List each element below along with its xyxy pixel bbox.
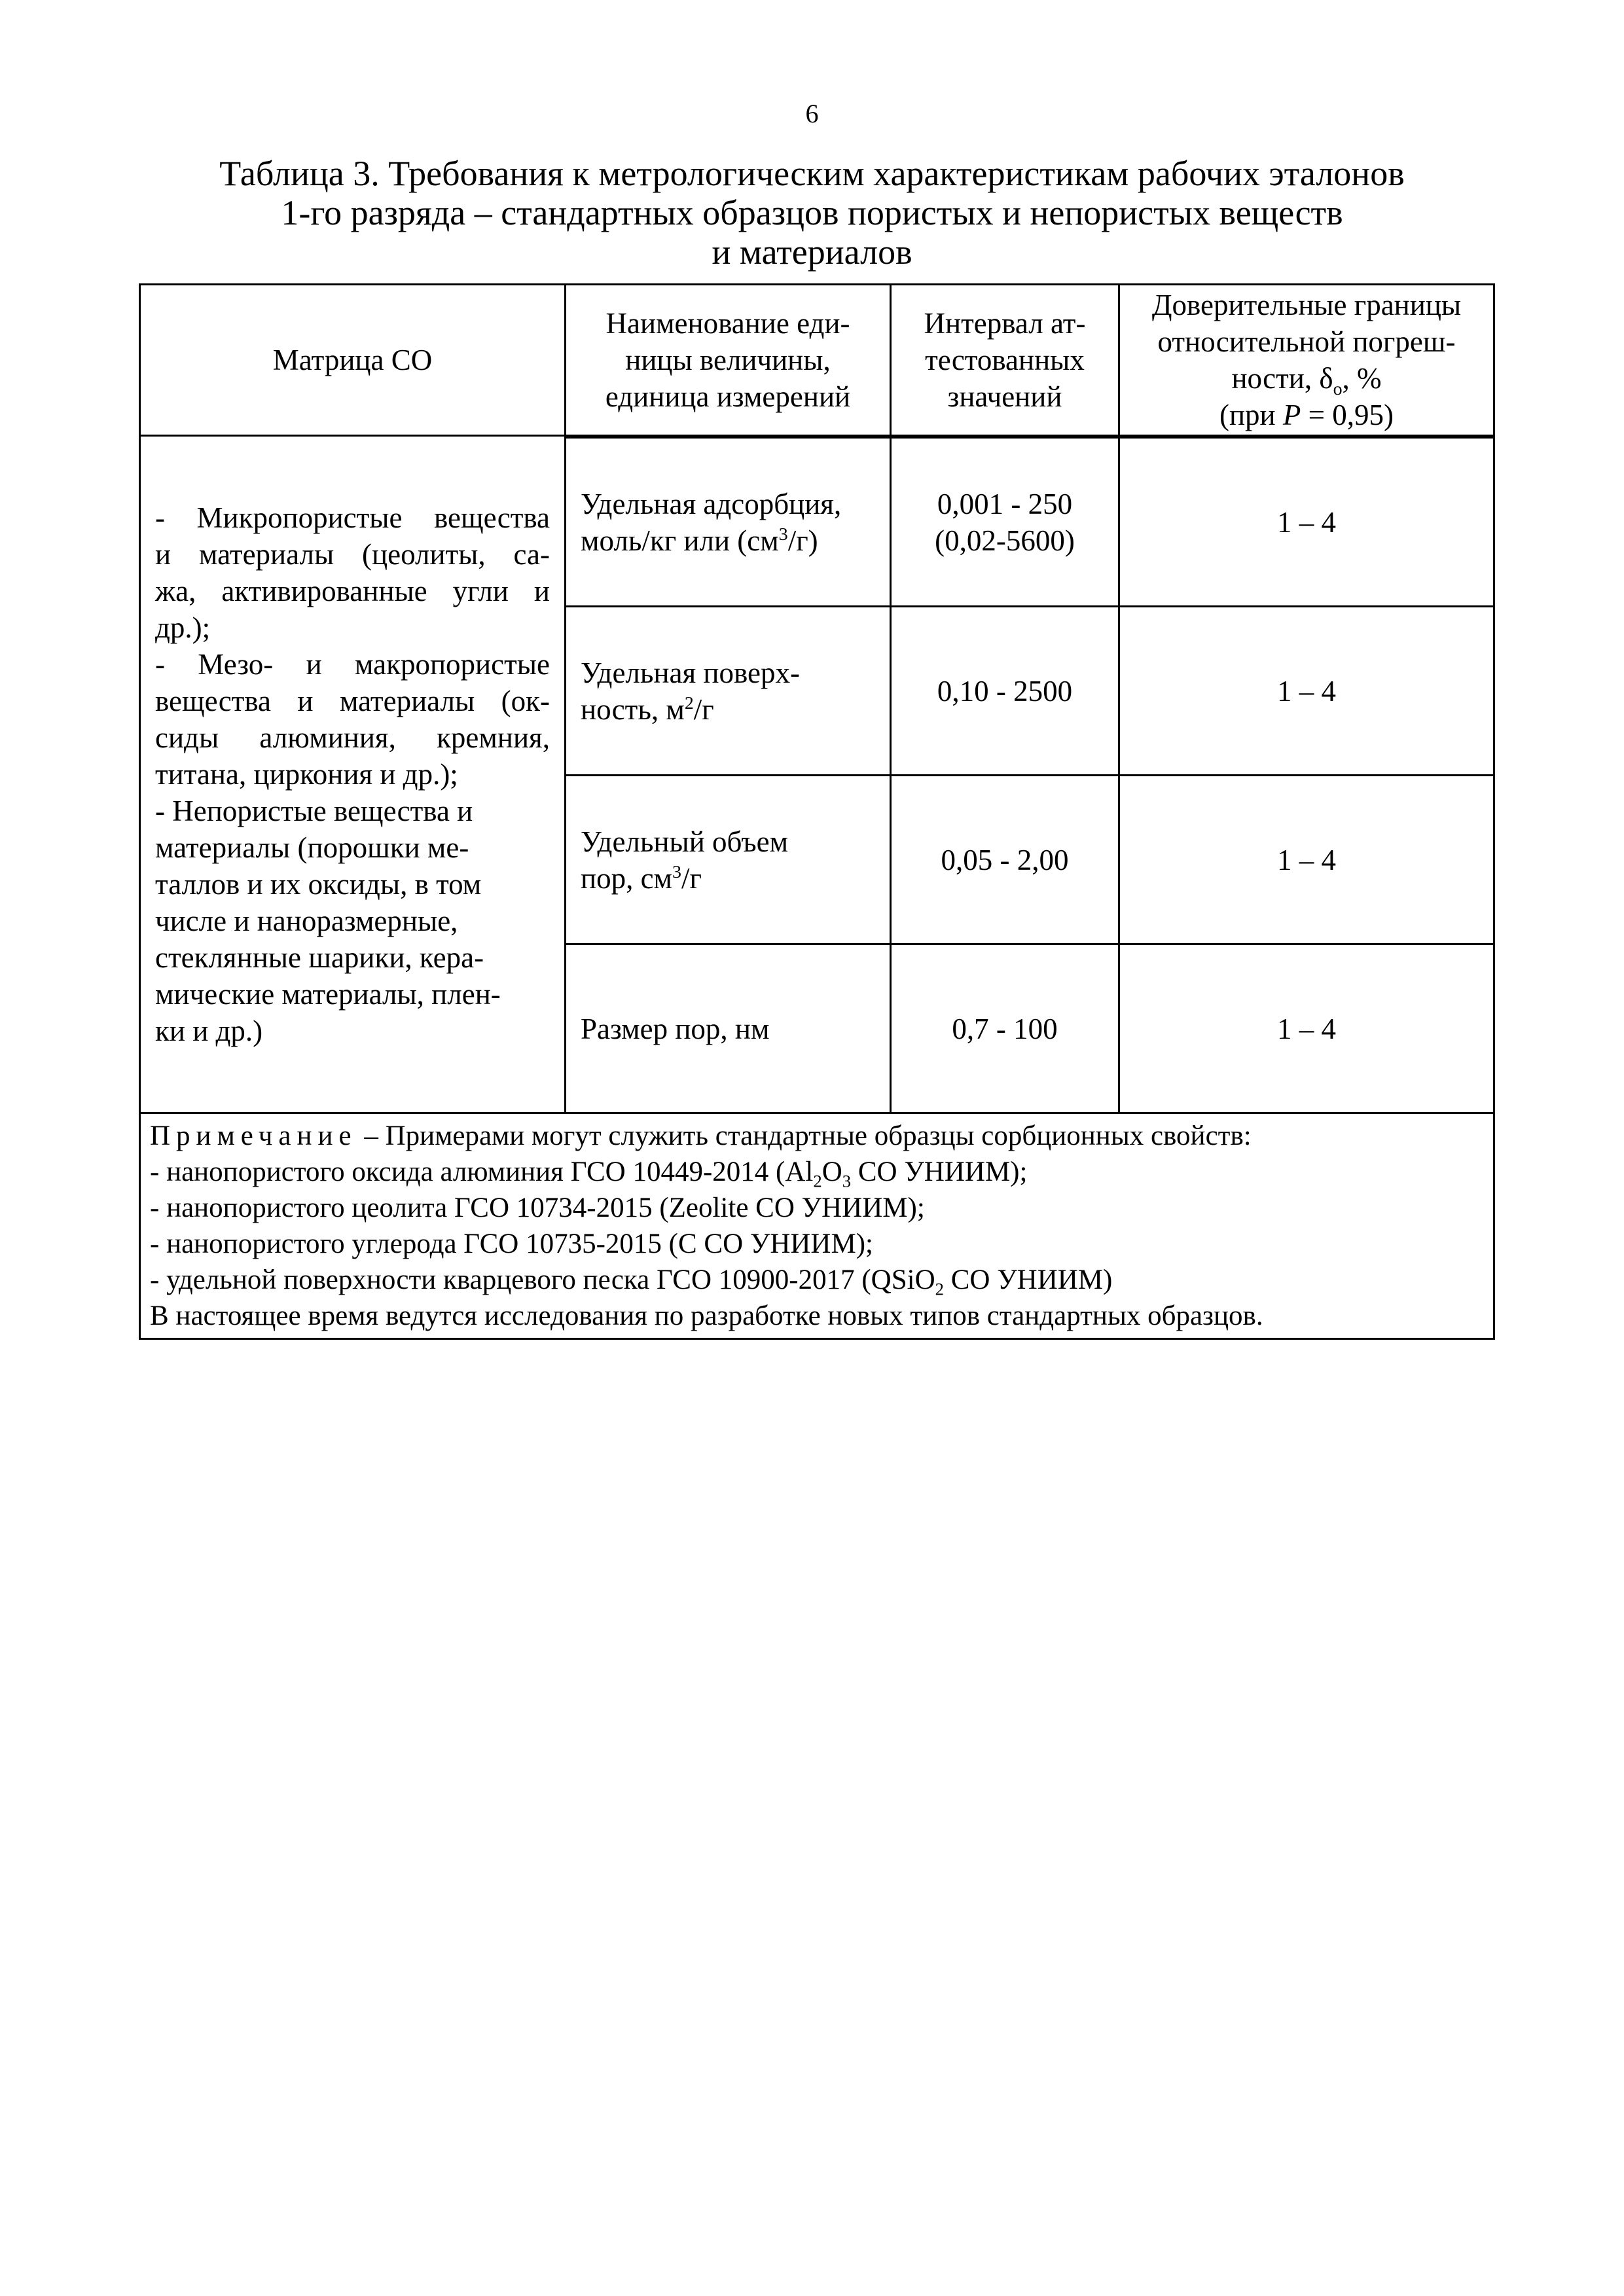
header-interval xyxy=(891,285,1119,436)
quantity-line xyxy=(581,691,890,728)
header-unit xyxy=(566,285,891,436)
interval-line: 0,7 - 100 xyxy=(952,1012,1058,1045)
matrix-line: титана, циркония и др.); xyxy=(155,758,458,791)
interval-cell xyxy=(891,607,1119,776)
matrix-line: числе и наноразмерные, xyxy=(155,905,458,937)
header-unit-line: единица измерений xyxy=(605,380,851,413)
quantity-line xyxy=(581,860,890,897)
bounds-cell xyxy=(1119,438,1494,607)
header-row xyxy=(140,285,1494,436)
header-bounds-line: относительной погреш- xyxy=(1157,325,1456,358)
table-title xyxy=(118,154,1506,272)
bounds-cell xyxy=(1119,776,1494,944)
note-text: O xyxy=(821,1157,842,1187)
note-row xyxy=(140,1113,1494,1339)
bounds-text: = 0,95) xyxy=(1301,399,1394,431)
interval-line: (0,02-5600) xyxy=(935,524,1075,557)
matrix-line: таллов и их оксиды, в том xyxy=(155,868,482,901)
matrix-line: стеклянные шарики, кера- xyxy=(155,941,484,974)
title-line-1: Таблица 3. Требования к метрологическим характеристикам рабочих эталонов xyxy=(219,154,1405,193)
note-item: - нанопористого углерода ГСО 10735-2015 (С СО УНИИМ); xyxy=(150,1229,873,1259)
title-line-3: и материалов xyxy=(712,232,912,272)
interval-line: 0,001 - 250 xyxy=(937,487,1073,520)
header-bounds-line xyxy=(1120,397,1493,433)
note-text: - нанопористого оксида алюминия ГСО 10449-2014 (Al xyxy=(150,1157,814,1187)
quantity-text: моль/кг или (см xyxy=(581,524,779,557)
matrix-cell xyxy=(140,436,566,1113)
bounds-text: ности, δ xyxy=(1231,362,1333,395)
quantity-text: ность, м xyxy=(581,692,685,726)
quantity-text: пор, см xyxy=(581,861,673,895)
interval-cell xyxy=(891,944,1119,1113)
bounds-cell xyxy=(1119,944,1494,1113)
matrix-line: и материалы (цеолиты, са- xyxy=(155,538,550,571)
quantity-line: Размер пор, нм xyxy=(581,1012,770,1045)
header-interval-line: тестованных xyxy=(925,344,1085,376)
note-sub: 2 xyxy=(813,1171,822,1191)
header-interval-line: Интервал ат- xyxy=(924,307,1086,340)
interval-line: 0,10 - 2500 xyxy=(937,674,1073,708)
bounds-value: 1 – 4 xyxy=(1277,843,1336,876)
matrix-line: жа, активированные угли и xyxy=(155,575,550,607)
title-line-2: 1-го разряда – стандартных образцов пористых и непористых веществ xyxy=(281,193,1343,232)
matrix-text xyxy=(141,499,564,1049)
quantity-sup: 2 xyxy=(684,692,694,713)
quantity-line: Удельный объем xyxy=(581,825,789,858)
note-text: СО УНИИМ) xyxy=(943,1265,1113,1295)
quantity-text: /г xyxy=(693,692,714,726)
bounds-value: 1 – 4 xyxy=(1277,1012,1336,1045)
note-text: СО УНИИМ); xyxy=(851,1157,1028,1187)
bounds-value: 1 – 4 xyxy=(1277,505,1336,539)
header-interval-line: значений xyxy=(947,380,1062,413)
quantity-line xyxy=(581,522,890,559)
matrix-line: вещества и материалы (ок- xyxy=(155,685,550,717)
note-cell xyxy=(140,1113,1494,1339)
matrix-line: - Мезо- и макропористые xyxy=(155,648,550,681)
bounds-value: 1 – 4 xyxy=(1277,674,1336,708)
quantity-cell xyxy=(566,944,891,1113)
note-text: - удельной поверхности кварцевого песка ГСО 10900-2017 (QSiO xyxy=(150,1265,935,1295)
interval-line: 0,05 - 2,00 xyxy=(941,843,1069,876)
quantity-cell xyxy=(566,607,891,776)
matrix-line: - Микропористые вещества xyxy=(155,501,550,534)
quantity-cell xyxy=(566,438,891,607)
metrology-table xyxy=(139,283,1495,1340)
header-bounds xyxy=(1119,285,1494,436)
note-intro xyxy=(150,1118,1484,1154)
bounds-text: , % xyxy=(1342,362,1382,395)
header-unit-line: ницы величины, xyxy=(625,344,831,376)
note-label: Примечание xyxy=(150,1121,357,1151)
matrix-line: сиды алюминия, кремния, xyxy=(155,721,550,754)
matrix-line: ки и др.) xyxy=(155,1014,263,1047)
note-item: - нанопористого цеолита ГСО 10734-2015 (Zeolite СО УНИИМ); xyxy=(150,1193,925,1223)
probability-symbol: P xyxy=(1282,399,1301,431)
header-bounds-line xyxy=(1120,360,1493,397)
matrix-line: материалы (порошки ме- xyxy=(155,831,469,864)
page-number: 6 xyxy=(805,99,819,128)
matrix-line: - Непористые вещества и xyxy=(155,795,473,827)
note-intro-text: – Примерами могут служить стандартные образцы сорбционных свойств: xyxy=(357,1121,1252,1151)
note-sub: 2 xyxy=(935,1279,944,1299)
bounds-cell xyxy=(1119,607,1494,776)
note-closing: В настоящее время ведутся исследования по разработке новых типов стандартных образцов. xyxy=(150,1300,1263,1331)
interval-cell xyxy=(891,438,1119,607)
quantity-sup: 3 xyxy=(778,524,788,545)
quantity-cell xyxy=(566,776,891,944)
quantity-line: Удельная адсорбция, xyxy=(581,487,842,520)
bounds-sub: о xyxy=(1333,379,1343,399)
header-matrix xyxy=(140,285,566,436)
quantity-text: /г) xyxy=(787,524,818,557)
header-matrix-label: Матрица СО xyxy=(272,344,433,376)
quantity-text: /г xyxy=(681,861,702,895)
note-item xyxy=(150,1262,1484,1298)
note-item xyxy=(150,1154,1484,1190)
bounds-text: (при xyxy=(1219,399,1283,431)
quantity-line: Удельная поверх- xyxy=(581,656,800,689)
quantity-sup: 3 xyxy=(672,861,681,882)
interval-cell xyxy=(891,776,1119,944)
header-bounds-line: Доверительные границы xyxy=(1151,289,1462,321)
header-unit-line: Наименование еди- xyxy=(605,307,850,340)
matrix-line: мические материалы, плен- xyxy=(155,978,501,1011)
matrix-line: др.); xyxy=(155,611,211,644)
note-sub: 3 xyxy=(842,1171,852,1191)
